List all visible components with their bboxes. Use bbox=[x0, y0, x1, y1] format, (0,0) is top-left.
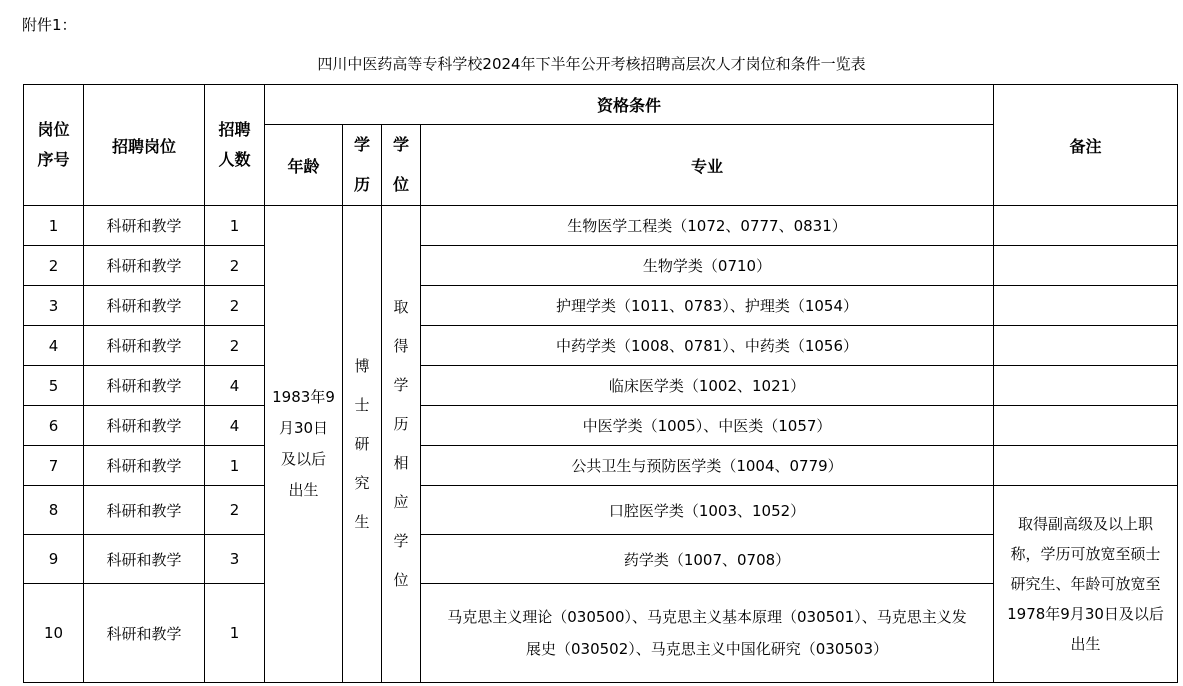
remarks-line-4: 1978年9月30日及以后 bbox=[1007, 605, 1164, 623]
row-seq: 9 bbox=[24, 535, 84, 584]
row-position: 科研和教学 bbox=[84, 366, 205, 406]
remarks-line-3: 研究生、年龄可放宽至 bbox=[1010, 575, 1161, 593]
row-position: 科研和教学 bbox=[84, 206, 205, 246]
age-line-2: 月30日 bbox=[278, 419, 329, 437]
row-seq: 8 bbox=[24, 486, 84, 535]
row-seq: 10 bbox=[24, 584, 84, 683]
row-position: 科研和教学 bbox=[84, 406, 205, 446]
row-seq: 3 bbox=[24, 286, 84, 326]
row-position: 科研和教学 bbox=[84, 535, 205, 584]
table-row bbox=[24, 286, 1178, 326]
age-line-4: 出生 bbox=[288, 481, 319, 499]
row-position: 科研和教学 bbox=[84, 584, 205, 683]
row-major: 生物学类（0710） bbox=[421, 246, 994, 286]
row-remarks bbox=[994, 446, 1178, 486]
row-major: 生物医学工程类（1072、0777、0831） bbox=[421, 206, 994, 246]
degree-requirement bbox=[382, 206, 421, 683]
remarks-relaxation-note bbox=[994, 486, 1178, 683]
header-age: 年龄 bbox=[265, 125, 343, 206]
degree-char-2: 得 bbox=[393, 337, 409, 355]
header-count bbox=[205, 85, 265, 206]
header-row-1 bbox=[24, 85, 1178, 125]
row-remarks bbox=[994, 406, 1178, 446]
table-row bbox=[24, 326, 1178, 366]
education-char-3: 研 bbox=[354, 434, 370, 453]
table-row bbox=[24, 406, 1178, 446]
header-degree-line-1: 学 bbox=[392, 135, 409, 154]
row-position: 科研和教学 bbox=[84, 326, 205, 366]
degree-char-6: 应 bbox=[393, 493, 409, 511]
row-major: 药学类（1007、0708） bbox=[421, 535, 994, 584]
row-remarks bbox=[994, 366, 1178, 406]
header-degree-line-2: 位 bbox=[392, 175, 409, 194]
row-seq: 2 bbox=[24, 246, 84, 286]
header-seq-line-1: 岗位 bbox=[37, 120, 70, 139]
header-education-line-2: 历 bbox=[353, 175, 370, 194]
education-char-2: 士 bbox=[354, 395, 370, 414]
row-position: 科研和教学 bbox=[84, 246, 205, 286]
attachment-label: 附件1： bbox=[22, 16, 77, 34]
row-count: 1 bbox=[205, 446, 265, 486]
education-char-1: 博 bbox=[354, 356, 370, 375]
row-seq: 1 bbox=[24, 206, 84, 246]
table-row bbox=[24, 246, 1178, 286]
age-requirement bbox=[265, 206, 343, 683]
row-major: 中药学类（1008、0781）、中药类（1056） bbox=[421, 326, 994, 366]
row-remarks bbox=[994, 206, 1178, 246]
header-qualifications: 资格条件 bbox=[265, 85, 994, 125]
row-count: 2 bbox=[205, 486, 265, 535]
row-count: 2 bbox=[205, 246, 265, 286]
degree-char-1: 取 bbox=[393, 298, 409, 316]
degree-char-5: 相 bbox=[393, 454, 409, 472]
row-major-line-2: 展史（030502）、马克思主义中国化研究（030503） bbox=[525, 640, 889, 658]
degree-char-4: 历 bbox=[393, 415, 409, 433]
row-count: 2 bbox=[205, 326, 265, 366]
header-education bbox=[343, 125, 382, 206]
remarks-line-2: 称，学历可放宽至硕士 bbox=[1010, 545, 1161, 563]
education-requirement bbox=[343, 206, 382, 683]
header-remarks: 备注 bbox=[994, 85, 1178, 206]
row-major: 临床医学类（1002、1021） bbox=[421, 366, 994, 406]
degree-char-7: 学 bbox=[393, 532, 409, 550]
table-row bbox=[24, 446, 1178, 486]
row-major-line-1: 马克思主义理论（030500）、马克思主义基本原理（030501）、马克思主义发 bbox=[447, 608, 967, 626]
row-count: 2 bbox=[205, 286, 265, 326]
row-position: 科研和教学 bbox=[84, 286, 205, 326]
header-seq bbox=[24, 85, 84, 206]
remarks-line-5: 出生 bbox=[1070, 635, 1101, 653]
row-major: 公共卫生与预防医学类（1004、0779） bbox=[421, 446, 994, 486]
row-seq: 7 bbox=[24, 446, 84, 486]
row-count: 4 bbox=[205, 366, 265, 406]
table-row bbox=[24, 486, 1178, 535]
age-line-3: 及以后 bbox=[280, 450, 326, 468]
education-char-4: 究 bbox=[354, 473, 370, 492]
header-degree bbox=[382, 125, 421, 206]
education-char-5: 生 bbox=[354, 512, 370, 531]
row-count: 3 bbox=[205, 535, 265, 584]
table-row bbox=[24, 206, 1178, 246]
row-seq: 4 bbox=[24, 326, 84, 366]
degree-char-3: 学 bbox=[393, 376, 409, 394]
row-remarks bbox=[994, 246, 1178, 286]
row-position: 科研和教学 bbox=[84, 446, 205, 486]
header-major: 专业 bbox=[421, 125, 994, 206]
degree-char-8: 位 bbox=[393, 571, 409, 589]
recruitment-table bbox=[23, 84, 1178, 683]
header-seq-line-2: 序号 bbox=[37, 150, 70, 169]
header-education-line-1: 学 bbox=[353, 135, 370, 154]
row-count: 1 bbox=[205, 206, 265, 246]
row-major bbox=[421, 584, 994, 683]
row-seq: 5 bbox=[24, 366, 84, 406]
row-major: 中医学类（1005）、中医类（1057） bbox=[421, 406, 994, 446]
header-count-line-2: 人数 bbox=[218, 150, 251, 169]
row-major: 护理学类（1011、0783）、护理类（1054） bbox=[421, 286, 994, 326]
row-seq: 6 bbox=[24, 406, 84, 446]
row-count: 1 bbox=[205, 584, 265, 683]
row-count: 4 bbox=[205, 406, 265, 446]
header-position: 招聘岗位 bbox=[84, 85, 205, 206]
table-title: 四川中医药高等专科学校2024年下半年公开考核招聘高层次人才岗位和条件一览表 bbox=[317, 55, 866, 73]
header-count-line-1: 招聘 bbox=[218, 120, 251, 139]
table-row bbox=[24, 366, 1178, 406]
age-line-1: 1983年9 bbox=[272, 388, 335, 406]
row-remarks bbox=[994, 326, 1178, 366]
row-major: 口腔医学类（1003、1052） bbox=[421, 486, 994, 535]
remarks-line-1: 取得副高级及以上职 bbox=[1018, 515, 1154, 533]
row-remarks bbox=[994, 286, 1178, 326]
row-position: 科研和教学 bbox=[84, 486, 205, 535]
